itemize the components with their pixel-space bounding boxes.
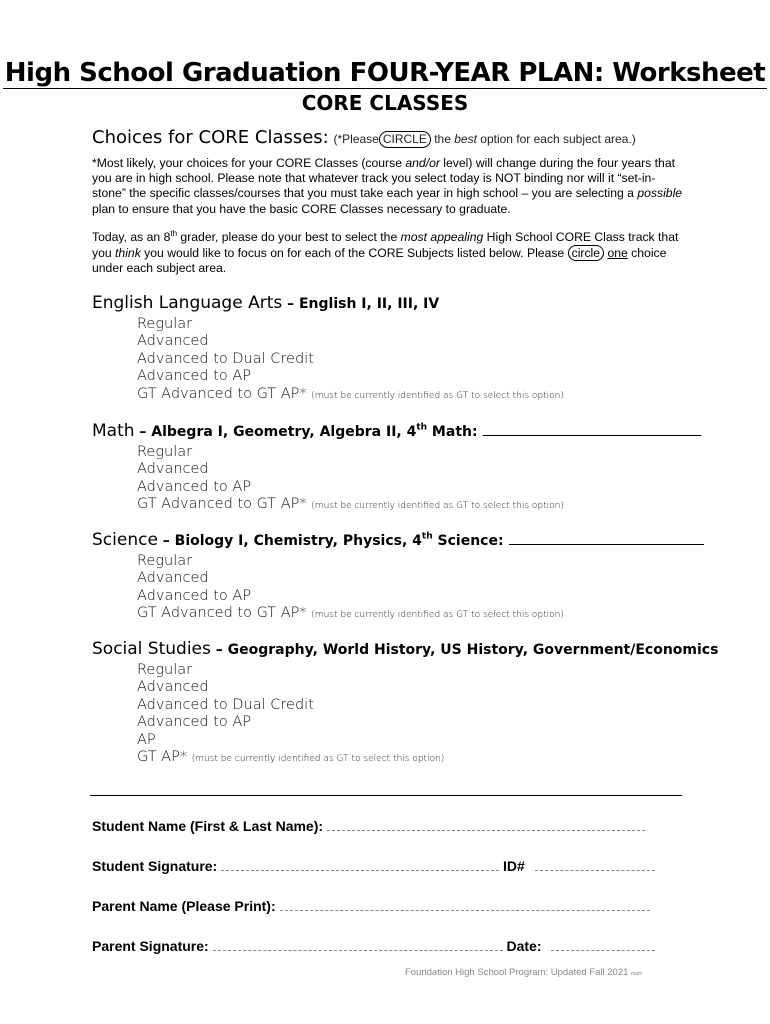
math-option[interactable]: Regular <box>137 444 193 460</box>
parent-name-row <box>92 898 650 914</box>
gt-note: (must be currently identified as GT to select this option) <box>311 610 564 621</box>
math-option[interactable]: Advanced to AP <box>137 478 252 495</box>
student-name-label: Student Name (First & Last Name): <box>92 818 324 834</box>
english-options <box>137 316 682 405</box>
english-option-gt[interactable]: GT Advanced to GT AP* (must be currently identified as GT to select this option) <box>137 385 564 402</box>
science-options <box>137 553 682 625</box>
section-social-heading: Social Studies – Geography, World History, US History, Government/Economics <box>92 639 719 659</box>
section-math <box>92 421 682 516</box>
math-options <box>137 444 682 516</box>
social-option[interactable]: Advanced <box>137 679 209 696</box>
social-option[interactable]: AP <box>137 731 156 748</box>
parent-name-label: Parent Name (Please Print): <box>92 898 276 914</box>
section-math-heading: Math – Albegra I, Geometry, Algebra II, 4th Math: <box>92 421 682 441</box>
parent-signature-line[interactable] <box>213 940 503 951</box>
section-english <box>92 293 682 405</box>
circle-word-inline: circle <box>568 245 604 261</box>
section-science-heading: Science – Biology I, Chemistry, Physics, 4th Science: <box>92 530 682 550</box>
english-option[interactable]: Advanced to AP <box>137 368 252 385</box>
choices-label: Choices for CORE Classes: <box>92 127 329 148</box>
student-signature-row <box>92 858 655 874</box>
math-blank-line[interactable] <box>483 421 701 436</box>
parent-signature-row <box>92 938 655 954</box>
section-social-studies <box>92 639 719 768</box>
english-option[interactable]: Advanced to Dual Credit <box>137 350 314 367</box>
parent-name-line[interactable] <box>280 900 650 911</box>
id-line[interactable] <box>535 860 655 871</box>
choices-note: (*Please CIRCLE the best option for each subject area.) <box>333 132 636 146</box>
student-name-row <box>92 818 645 834</box>
student-signature-line[interactable] <box>221 860 499 871</box>
page-title: High School Graduation FOUR-YEAR PLAN: Worksheet <box>4 58 766 88</box>
english-option[interactable]: Advanced <box>137 333 209 350</box>
parent-signature-label: Parent Signature: <box>92 938 209 954</box>
english-option[interactable]: Regular <box>137 316 193 332</box>
instructions-paragraph-1: *Most likely, your choices for your CORE Classes (course and/or level) will change during the four years that you are in high school. Please note that whatever track you select today is NOT binding nor will it “set-in-stone” the specific classes/courses that you must take each year in high school – you are selecting a possible plan to ensure that you have the basic CORE Classes necessary to graduate. <box>92 156 683 216</box>
instructions-paragraph-2: Today, as an 8th grader, please do your best to select the most appealing High School CORE Class track that you think you would like to focus on for each of the CORE Subjects listed below. Please circle one choice under each subject area. <box>92 229 679 276</box>
math-option[interactable]: Advanced <box>137 461 209 478</box>
date-label: Date: <box>506 938 542 954</box>
science-option[interactable]: Advanced to AP <box>137 587 252 604</box>
social-option[interactable]: Advanced to AP <box>137 714 252 731</box>
section-divider <box>90 795 682 796</box>
student-signature-label: Student Signature: <box>92 858 218 874</box>
page-subtitle: CORE CLASSES <box>301 91 469 115</box>
science-option-gt[interactable]: GT Advanced to GT AP* (must be currently identified as GT to select this option) <box>137 605 564 622</box>
page-footer: Foundation High School Program: Updated Fall 2021 mam <box>405 967 643 978</box>
gt-note: (must be currently identified as GT to select this option) <box>311 390 564 401</box>
gt-note: (must be currently identified as GT to select this option) <box>191 754 445 765</box>
social-option-gt[interactable]: GT AP* (must be currently identified as GT to select this option) <box>137 749 445 766</box>
student-name-line[interactable] <box>327 820 645 831</box>
social-option[interactable]: Regular <box>137 662 193 678</box>
choices-heading <box>92 127 636 148</box>
id-label: ID# <box>503 858 525 874</box>
math-option-gt[interactable]: GT Advanced to GT AP* (must be currently identified as GT to select this option) <box>137 496 564 513</box>
section-english-heading: English Language Arts – English I, II, III, IV <box>92 293 440 313</box>
science-option[interactable]: Advanced <box>137 570 209 587</box>
circle-word: CIRCLE <box>379 131 431 148</box>
science-option[interactable]: Regular <box>137 553 193 569</box>
section-science <box>92 530 682 625</box>
date-line[interactable] <box>551 940 655 951</box>
social-option[interactable]: Advanced to Dual Credit <box>137 696 314 713</box>
science-blank-line[interactable] <box>509 530 704 545</box>
social-options <box>137 662 682 768</box>
gt-note: (must be currently identified as GT to select this option) <box>311 501 564 512</box>
